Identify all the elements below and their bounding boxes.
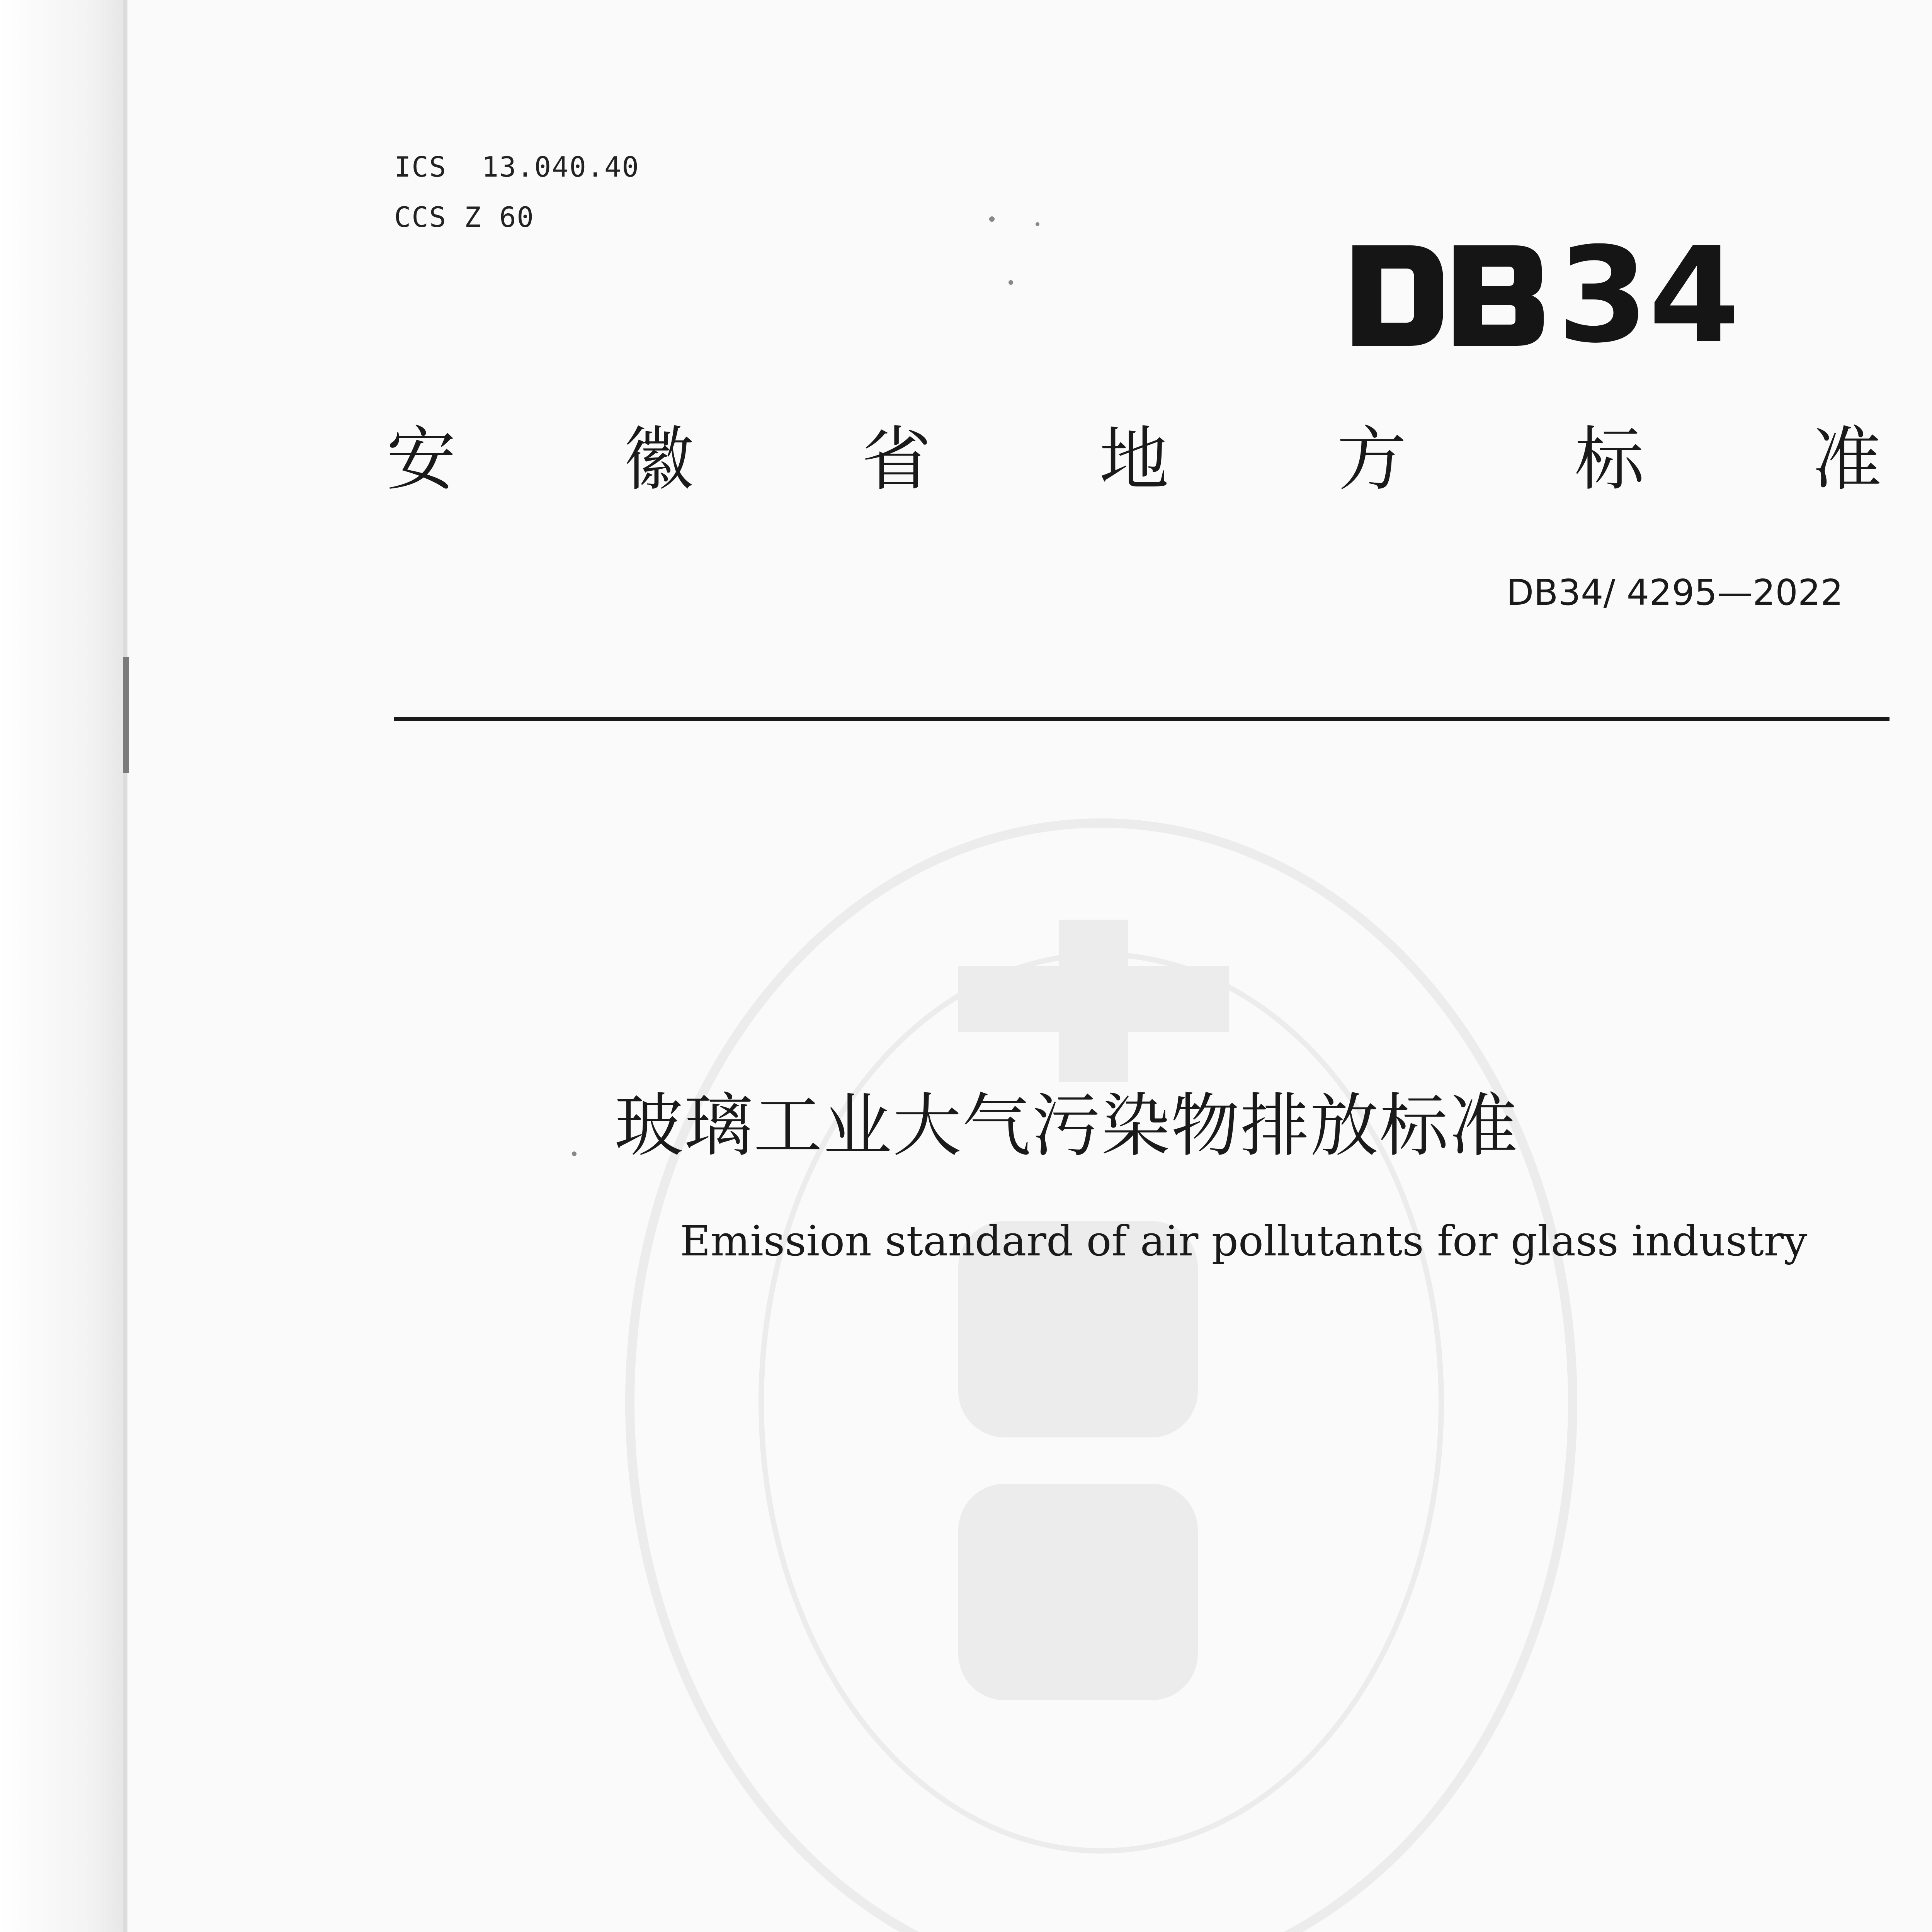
ics-value: 13.040.40 <box>481 151 639 183</box>
ics-code <box>394 151 639 183</box>
category-char: 标 <box>1574 419 1644 500</box>
category-char: 地 <box>1099 419 1169 500</box>
category-char: 方 <box>1337 419 1406 500</box>
category-char: 省 <box>861 419 931 500</box>
category-char: 准 <box>1812 419 1882 500</box>
binding-mark <box>123 657 129 773</box>
page-edge-shadow <box>123 0 127 1932</box>
ccs-value: Z 60 <box>464 201 534 233</box>
watermark-seal <box>618 804 1584 1932</box>
ics-label: ICS <box>394 151 447 183</box>
page-left-margin <box>0 0 128 1932</box>
title-chinese: 玻璃工业大气污染物排放标准 <box>614 1086 1519 1166</box>
standard-number: DB34/ 4295—2022 <box>1506 572 1843 613</box>
scan-speck <box>1009 280 1013 285</box>
title-english: Emission standard of air pollutants for glass industry <box>680 1217 1808 1265</box>
scan-speck <box>989 216 995 222</box>
scan-speck <box>572 1151 577 1156</box>
db-logo-mark <box>1352 245 1546 346</box>
ccs-code <box>394 201 534 233</box>
db-logo-number: 34 <box>1557 219 1740 372</box>
db-logo <box>1352 219 1740 372</box>
scan-speck <box>1036 222 1039 226</box>
ccs-label: CCS <box>394 201 447 233</box>
category-char: 徽 <box>624 419 694 500</box>
header-rule <box>394 717 1889 721</box>
standard-category <box>386 417 1882 502</box>
category-char: 安 <box>386 419 456 500</box>
